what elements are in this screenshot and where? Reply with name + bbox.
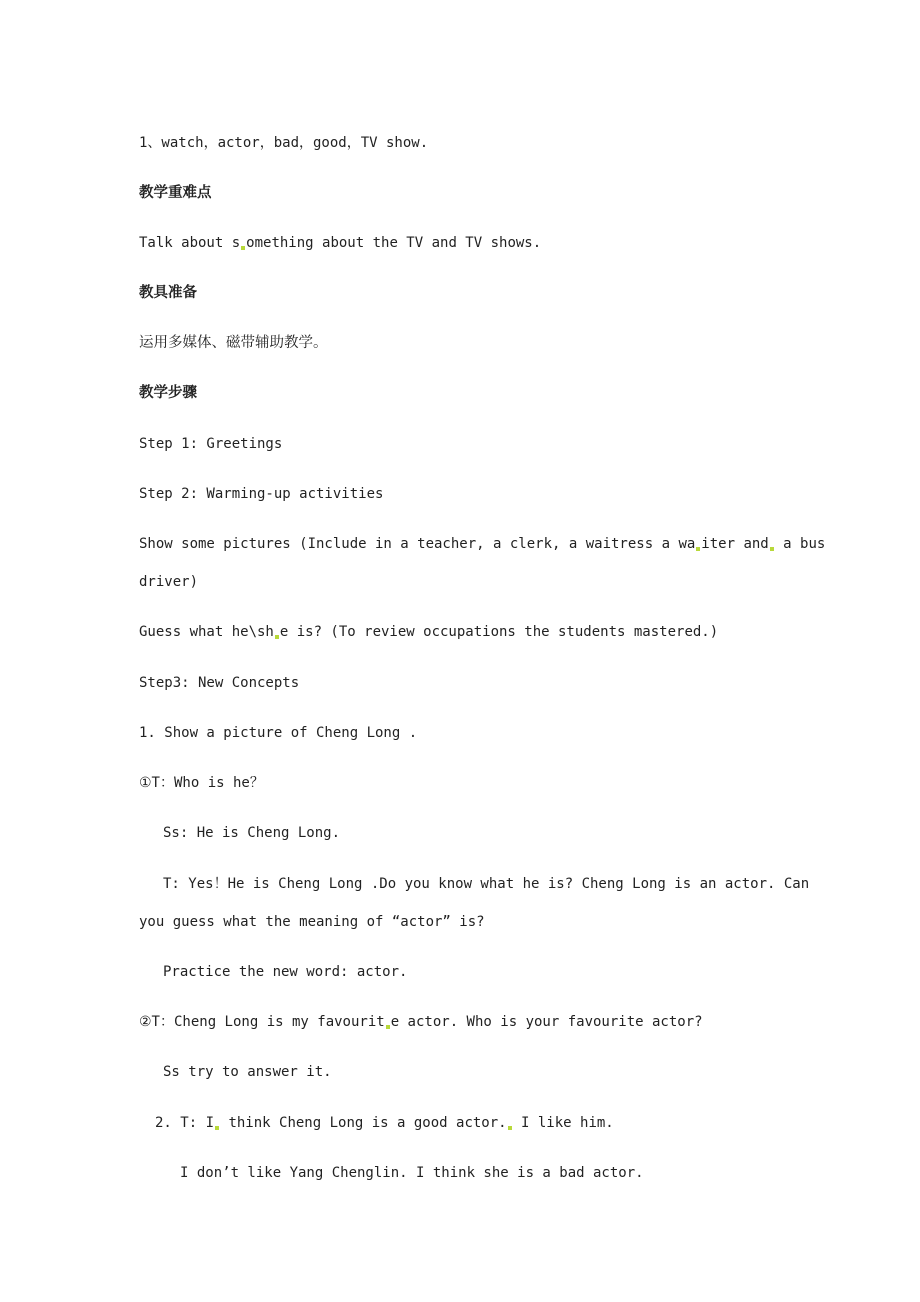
dialogue-line-teacher-1: ①T：Who is he？ — [139, 775, 264, 791]
step-3-item-1: 1. Show a picture of Cheng Long . — [139, 725, 418, 741]
text-segment: iter and — [701, 536, 769, 552]
section-heading-materials: 教具准备 — [139, 285, 197, 301]
step-2-detail-line-1 — [139, 534, 825, 554]
edit-mark — [508, 1126, 512, 1130]
section-heading-steps: 教学步骤 — [139, 385, 197, 401]
step-3-item-2-followup: I don’t like Yang Chenglin. I think she is a bad actor. — [180, 1165, 644, 1181]
materials-text: 运用多媒体、磁带辅助教学。 — [139, 335, 328, 351]
edit-mark — [275, 635, 279, 639]
step-1: Step 1: Greetings — [139, 436, 283, 452]
dialogue-line-students-1: Ss: He is Cheng Long. — [163, 825, 341, 841]
practice-line: Practice the new word: actor. — [163, 964, 408, 980]
step-3: Step3: New Concepts — [139, 675, 300, 691]
text-segment: Show some pictures (Include in a teacher, a clerk, a waitress a wa — [139, 536, 696, 552]
students-answer-line: Ss try to answer it. — [163, 1064, 332, 1080]
edit-mark — [215, 1126, 219, 1130]
text-segment: a bus — [774, 536, 826, 552]
edit-mark — [770, 547, 774, 551]
step-2-guess-line — [139, 622, 718, 642]
text-segment: Talk about s — [139, 235, 241, 251]
text-segment: 2. T: I — [155, 1115, 215, 1131]
step-2: Step 2: Warming-up activities — [139, 486, 384, 502]
text-segment: Guess what he\sh — [139, 624, 274, 640]
key-points-text — [139, 233, 541, 253]
text-segment: e actor. Who is your favourite actor? — [390, 1014, 703, 1030]
text-segment: I like him. — [512, 1115, 614, 1131]
dialogue-line-teacher-3 — [139, 1012, 703, 1032]
dialogue-line-teacher-2a: T: Yes！He is Cheng Long .Do you know what he is? Cheng Long is an actor. Can — [163, 876, 810, 892]
dialogue-line-teacher-2b: you guess what the meaning of “actor” is? — [139, 914, 485, 930]
edit-mark — [241, 246, 245, 250]
edit-mark — [696, 547, 700, 551]
step-3-item-2 — [155, 1113, 614, 1133]
text-segment: ②T：Cheng Long is my favourit — [139, 1014, 385, 1030]
step-2-detail-line-2: driver) — [139, 574, 199, 590]
text-segment: think Cheng Long is a good actor. — [220, 1115, 507, 1131]
edit-mark — [386, 1025, 390, 1029]
vocabulary-line: 1、watch，actor，bad，good，TV show. — [139, 135, 429, 151]
text-segment: e is? (To review occupations the students mastered.) — [279, 624, 719, 640]
section-heading-key-points: 教学重难点 — [139, 185, 212, 201]
text-segment: omething about the TV and TV shows. — [246, 235, 542, 251]
